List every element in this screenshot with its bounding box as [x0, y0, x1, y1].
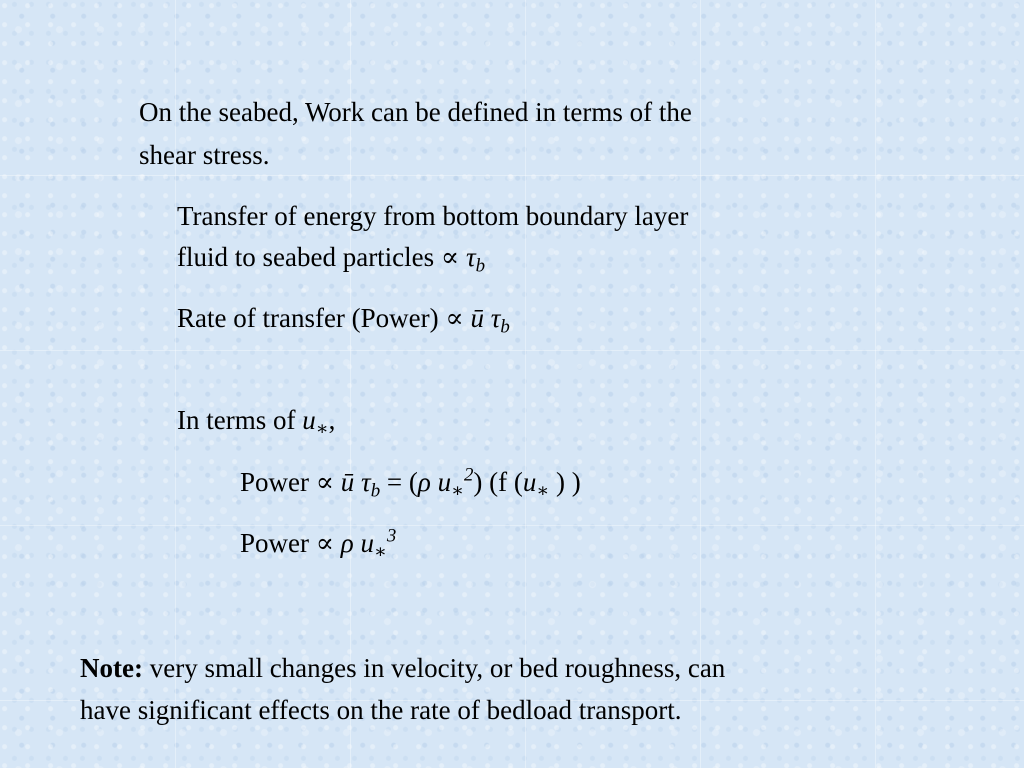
power-label: Power: [240, 467, 309, 497]
u-bar-symbol: ū: [470, 303, 484, 333]
proportional-symbol: ∝: [445, 303, 464, 333]
u-bar-symbol: ū: [340, 467, 355, 497]
star-subscript-2: ∗: [536, 480, 550, 502]
transfer-line-1: Transfer of energy from bottom boundary layer: [177, 201, 689, 231]
note-line-2: have significant effects on the rate of bedload transport.: [80, 695, 682, 725]
intro-line-1: On the seabed, Work can be defined in terms of the: [139, 97, 692, 127]
open-paren: (: [408, 467, 418, 497]
note-text-1: very small changes in velocity, or bed roughness, can: [149, 653, 726, 683]
star-subscript: ∗: [451, 480, 464, 502]
in-terms-text: In terms of: [177, 405, 296, 435]
u-symbol-2: u: [522, 467, 537, 497]
rho-symbol: ρ: [340, 528, 354, 558]
transfer-line-2: [177, 237, 485, 277]
rate-text: Rate of transfer (Power): [177, 303, 439, 333]
power-equation-2: [240, 523, 396, 563]
subscript-b: b: [500, 316, 510, 338]
rho-symbol: ρ: [417, 467, 431, 497]
proportional-symbol: ∝: [315, 528, 335, 558]
superscript-2: 2: [463, 464, 474, 486]
subscript-b: b: [475, 255, 486, 277]
function-open: (f (: [489, 467, 523, 497]
equals-sign: =: [386, 467, 403, 497]
star-subscript: ∗: [374, 541, 387, 563]
power-equation-1: [240, 462, 581, 502]
transfer-text: fluid to seabed particles: [177, 242, 435, 272]
tau-symbol: τ: [465, 242, 476, 272]
u-symbol: u: [360, 528, 374, 558]
in-terms-line: [177, 400, 335, 440]
rate-line: [177, 298, 510, 338]
comma: ,: [328, 405, 336, 435]
u-symbol: u: [302, 405, 316, 435]
tau-symbol: τ: [490, 303, 501, 333]
note-label: Note:: [80, 653, 143, 683]
proportional-symbol: ∝: [315, 467, 335, 497]
subscript-b: b: [370, 480, 381, 502]
superscript-3: 3: [386, 525, 397, 547]
close-paren: ): [473, 467, 483, 497]
u-symbol: u: [437, 467, 452, 497]
intro-line-2: shear stress.: [139, 140, 270, 170]
tau-symbol: τ: [361, 467, 371, 497]
power-label: Power: [240, 528, 309, 558]
note-line-1: [80, 648, 725, 688]
proportional-symbol: ∝: [440, 242, 460, 272]
star-subscript: ∗: [315, 418, 329, 440]
function-close: ) ): [555, 467, 581, 497]
